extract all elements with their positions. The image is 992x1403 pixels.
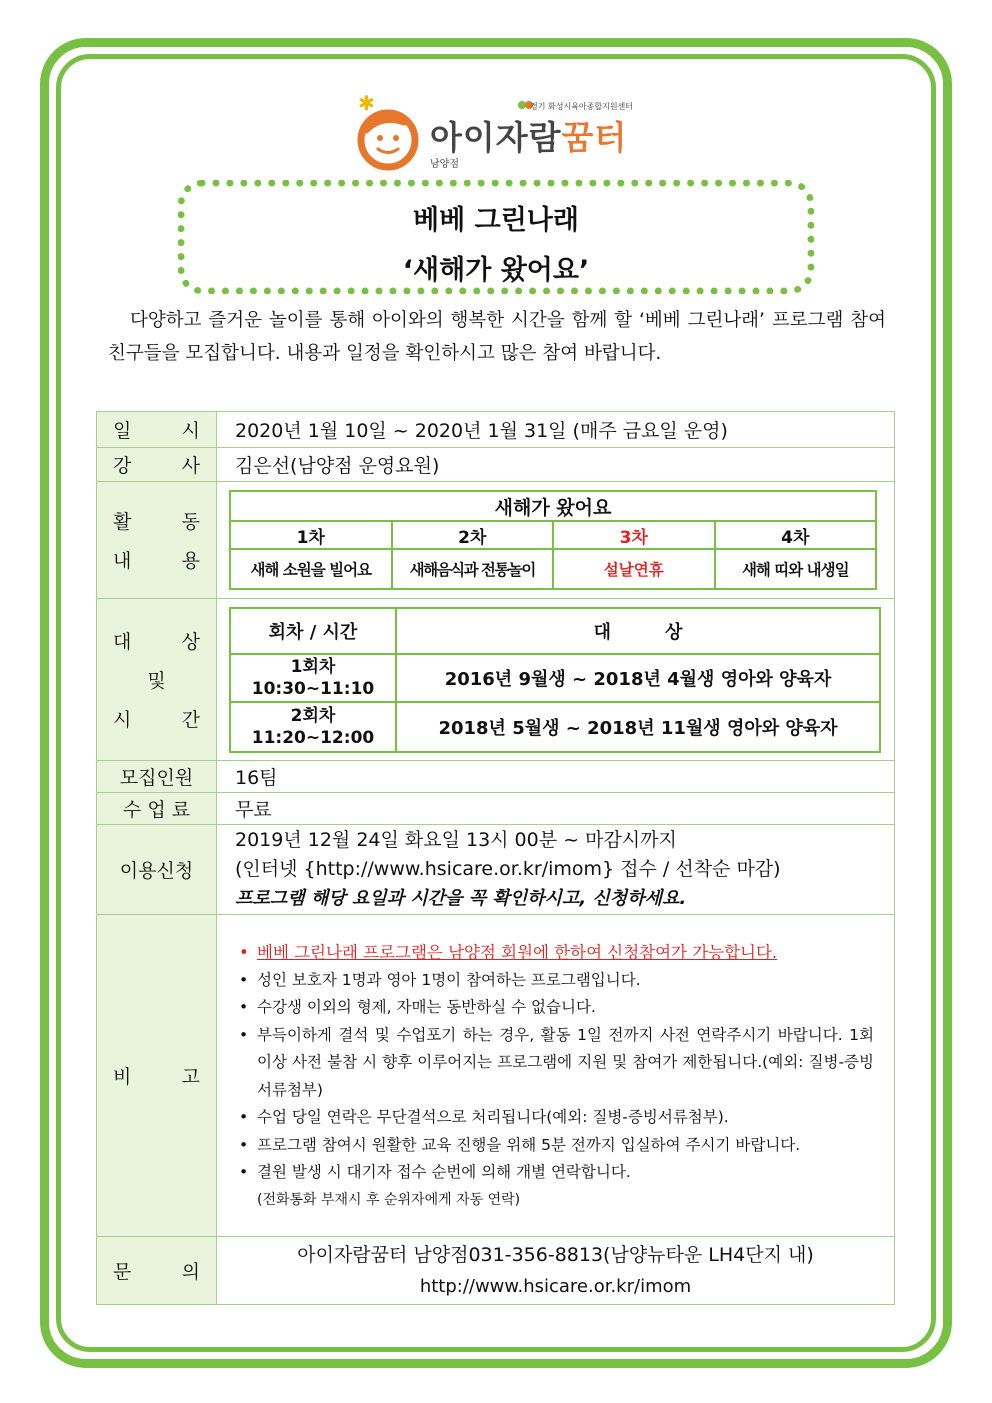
row-apply [97, 825, 895, 915]
title-line1: 베베 그린나래 [413, 205, 579, 236]
target-col-session: 회차 / 시간 [230, 608, 396, 654]
value-instructor: 김은선(남양점 운영요원) [217, 448, 895, 482]
contact-line1: 아이자람꿈터 남양점031-356-8813(남양뉴타운 LH4단지 내) [297, 1243, 814, 1266]
session-4: 4차 [715, 521, 877, 549]
topic-3: 설날연휴 [553, 549, 715, 589]
info-table [96, 411, 895, 1305]
note-item: • 프로그램 참여시 원활한 교육 진행을 위해 5분 전까지 입실하여 주시기 바랍니다. [239, 1132, 874, 1160]
note-item: • 결원 발생 시 대기자 접수 순번에 의해 개별 연락합니다. [239, 1159, 874, 1187]
label-date: 일 시 [97, 412, 217, 448]
row-activity [97, 482, 895, 599]
target-r1-time: 1회차 10:30~11:10 [230, 654, 396, 702]
label-capacity: 모집인원 [97, 761, 217, 793]
label-target: 대 상 및 시 간 [97, 599, 217, 761]
value-capacity: 16팀 [217, 761, 895, 793]
activity-cell [217, 482, 895, 599]
logo-branch: 남양점 [430, 159, 459, 170]
target-r2-time: 2회차 11:20~12:00 [230, 702, 396, 752]
title-line2: ‘새해가 왔어요’ [402, 255, 590, 286]
activity-table [229, 490, 877, 590]
svg-text:✱: ✱ [358, 92, 375, 115]
label-fee: 수 업 료 [97, 793, 217, 825]
topic-1: 새해 소원을 빌어요 [230, 549, 392, 589]
label-notes: 비 고 [97, 915, 217, 1237]
value-date: 2020년 1월 10일 ~ 2020년 1월 31일 (매주 금요일 운영) [217, 412, 895, 448]
note-item: • 베베 그린나래 프로그램은 남양점 회원에 한하여 신청참여가 가능합니다. [239, 939, 874, 967]
contact-url: http://www.hsicare.or.kr/imom [419, 1275, 692, 1297]
logo-org: 경기 화성시육아종합지원센터 [530, 102, 634, 111]
logo-name: 아이자람꿈터 [430, 118, 628, 157]
row-date [97, 412, 895, 448]
value-fee: 무료 [217, 793, 895, 825]
topic-4: 새해 띠와 내생일 [715, 549, 877, 589]
row-capacity [97, 761, 895, 793]
topic-2: 새해음식과 전통놀이 [392, 549, 554, 589]
value-apply [217, 825, 895, 915]
label-activity: 활 동 내 용 [97, 482, 217, 599]
note-item: • 부득이하게 결석 및 수업포기 하는 경우, 활동 1일 전까지 사전 연락주시기 바랍니다. 1회 이상 사전 불참 시 향후 이루어지는 프로그램에 지원 및 참여가 제한됩니다.(예외: 질병-증빙서류첨부) [239, 1022, 874, 1105]
target-table [229, 607, 881, 753]
notes-cell [217, 915, 895, 1237]
apply-line2: (인터넷 {http://www.hsicare.or.kr/imom} 접수 / 선착순 마감) [235, 858, 781, 880]
session-2: 2차 [392, 521, 554, 549]
note-item: • 수업 당일 연락은 무단결석으로 처리됩니다(예외: 질병-증빙서류첨부). [239, 1104, 874, 1132]
note-item: • 성인 보호자 1명과 영아 1명이 참여하는 프로그램입니다. [239, 967, 874, 995]
session-1: 1차 [230, 521, 392, 549]
apply-line1: 2019년 12월 24일 화요일 13시 00분 ~ 마감시까지 [235, 829, 677, 851]
target-r2-target: 2018년 5월생 ~ 2018년 11월생 영아와 양육자 [396, 702, 880, 752]
row-contact [97, 1237, 895, 1305]
label-apply: 이용신청 [97, 825, 217, 915]
target-r1-target: 2016년 9월생 ~ 2018년 4월생 영아와 양육자 [396, 654, 880, 702]
note-item: • 수강생 이외의 형제, 자매는 동반하실 수 없습니다. [239, 994, 874, 1022]
row-target [97, 599, 895, 761]
activity-header: 새해가 왔어요 [230, 491, 876, 521]
notes-list [217, 931, 894, 1220]
target-cell [217, 599, 895, 761]
note-item: (전화통화 부재시 후 순위자에게 자동 연락) [257, 1191, 521, 1208]
label-instructor: 강 사 [97, 448, 217, 482]
row-notes [97, 915, 895, 1237]
intro-text: 다양하고 즐거운 놀이를 통해 아이와의 행복한 시간을 함께 할 ‘베베 그린나래’ 프로그램 참여 친구들을 모집합니다. 내용과 일정을 확인하시고 많은 참여 바랍니다. [108, 310, 886, 364]
label-contact: 문 의 [97, 1237, 217, 1305]
value-contact [217, 1237, 895, 1305]
row-fee [97, 793, 895, 825]
row-instructor [97, 448, 895, 482]
apply-line3: 프로그램 해당 요일과 시간을 꼭 확인하시고, 신청하세요. [235, 888, 687, 909]
target-col-target: 대 상 [396, 608, 880, 654]
session-3: 3차 [553, 521, 715, 549]
